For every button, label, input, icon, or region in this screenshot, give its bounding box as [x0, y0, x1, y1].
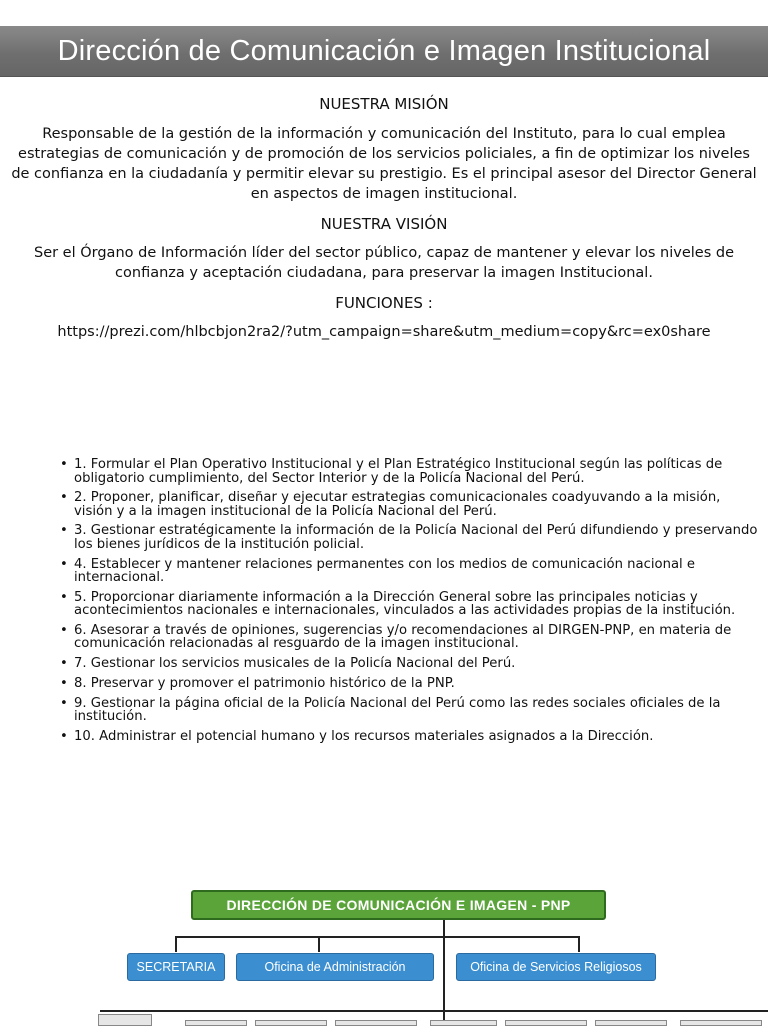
- list-item: • 1. Formular el Plan Operativo Institucional y el Plan Estratégico Institucional según las políticas de obligatorio cumplimiento, del Sector Interior y de la Policía Nacional del Perú.: [60, 458, 760, 485]
- list-item: • 5. Proporcionar diariamente información a la Dirección General sobre las principales noticias y acontecimientos nacionales e internacionales, vinculados a las actividades propias de la institución.: [60, 591, 760, 618]
- org-small-box: [595, 1020, 667, 1026]
- org-line-mid: [318, 936, 320, 952]
- org-line-left: [175, 936, 177, 952]
- org-small-box: [335, 1020, 417, 1026]
- org-chart: [0, 880, 768, 1024]
- org-small-box: [185, 1020, 247, 1026]
- org-box-administracion: Oficina de Administración: [236, 953, 434, 981]
- org-small-box: [680, 1020, 762, 1026]
- org-small-box: [255, 1020, 327, 1026]
- mission-heading: NUESTRA MISIÓN: [319, 95, 449, 113]
- vision-heading: NUESTRA VISIÓN: [320, 215, 448, 233]
- page-title: Dirección de Comunicación e Imagen Institucional: [57, 35, 711, 67]
- prezi-link[interactable]: https://prezi.com/hlbcbjon2ra2/?utm_campaign=share&utm_medium=copy&rc=ex0share: [57, 324, 711, 340]
- mission-text: Responsable de la gestión de la información y comunicación del Instituto, para lo cual emplea estrategias de comunicación y de promoción de los servicios policiales, a fin de optimizar los niveles de confianza en la ciudadanía y permitir elevar su prestigio. Es el principal asesor del Director General en aspectos de imagen institucional.: [11, 126, 757, 202]
- list-item: • 6. Asesorar a través de opiniones, sugerencias y/o recomendaciones al DIRGEN-PNP, en materia de comunicación relacionadas al resguardo de la imagen institucional.: [60, 624, 760, 651]
- functions-heading: FUNCIONES :: [335, 294, 433, 312]
- list-item: • 2. Proponer, planificar, diseñar y ejecutar estrategias comunicacionales coadyuvando a la misión, visión y a la imagen institucional de la Policía Nacional del Perú.: [60, 491, 760, 518]
- org-small-box: [430, 1020, 497, 1026]
- title-bar: [0, 26, 768, 77]
- list-item: • 8. Preservar y promover el patrimonio histórico de la PNP.: [60, 677, 760, 691]
- list-item: • 3. Gestionar estratégicamente la información de la Policía Nacional del Perú difundiendo y preservando los bienes jurídicos de la institución policial.: [60, 524, 760, 551]
- org-small-box: [98, 1014, 152, 1026]
- list-item: • 4. Establecer y mantener relaciones permanentes con los medios de comunicación nacional e internacional.: [60, 558, 760, 585]
- org-chart-top-box: DIRECCIÓN DE COMUNICACIÓN E IMAGEN - PNP: [191, 890, 606, 920]
- org-line-horizontal: [175, 936, 580, 938]
- org-line-lower: [100, 1010, 768, 1012]
- org-box-servicios-religiosos: Oficina de Servicios Religiosos: [456, 953, 656, 981]
- functions-list: [60, 458, 760, 749]
- list-item: • 10. Administrar el potencial humano y los recursos materiales asignados a la Dirección.: [60, 730, 760, 744]
- org-small-box: [505, 1020, 587, 1026]
- list-item: • 9. Gestionar la página oficial de la Policía Nacional del Perú como las redes sociales oficiales de la institución.: [60, 697, 760, 724]
- org-line-right: [578, 936, 580, 952]
- list-item: • 7. Gestionar los servicios musicales de la Policía Nacional del Perú.: [60, 657, 760, 671]
- vision-text: Ser el Órgano de Información líder del sector público, capaz de mantener y elevar los niveles de confianza y aceptación ciudadana, para preservar la imagen Institucional.: [33, 245, 734, 281]
- org-box-secretaria: SECRETARIA: [127, 953, 225, 981]
